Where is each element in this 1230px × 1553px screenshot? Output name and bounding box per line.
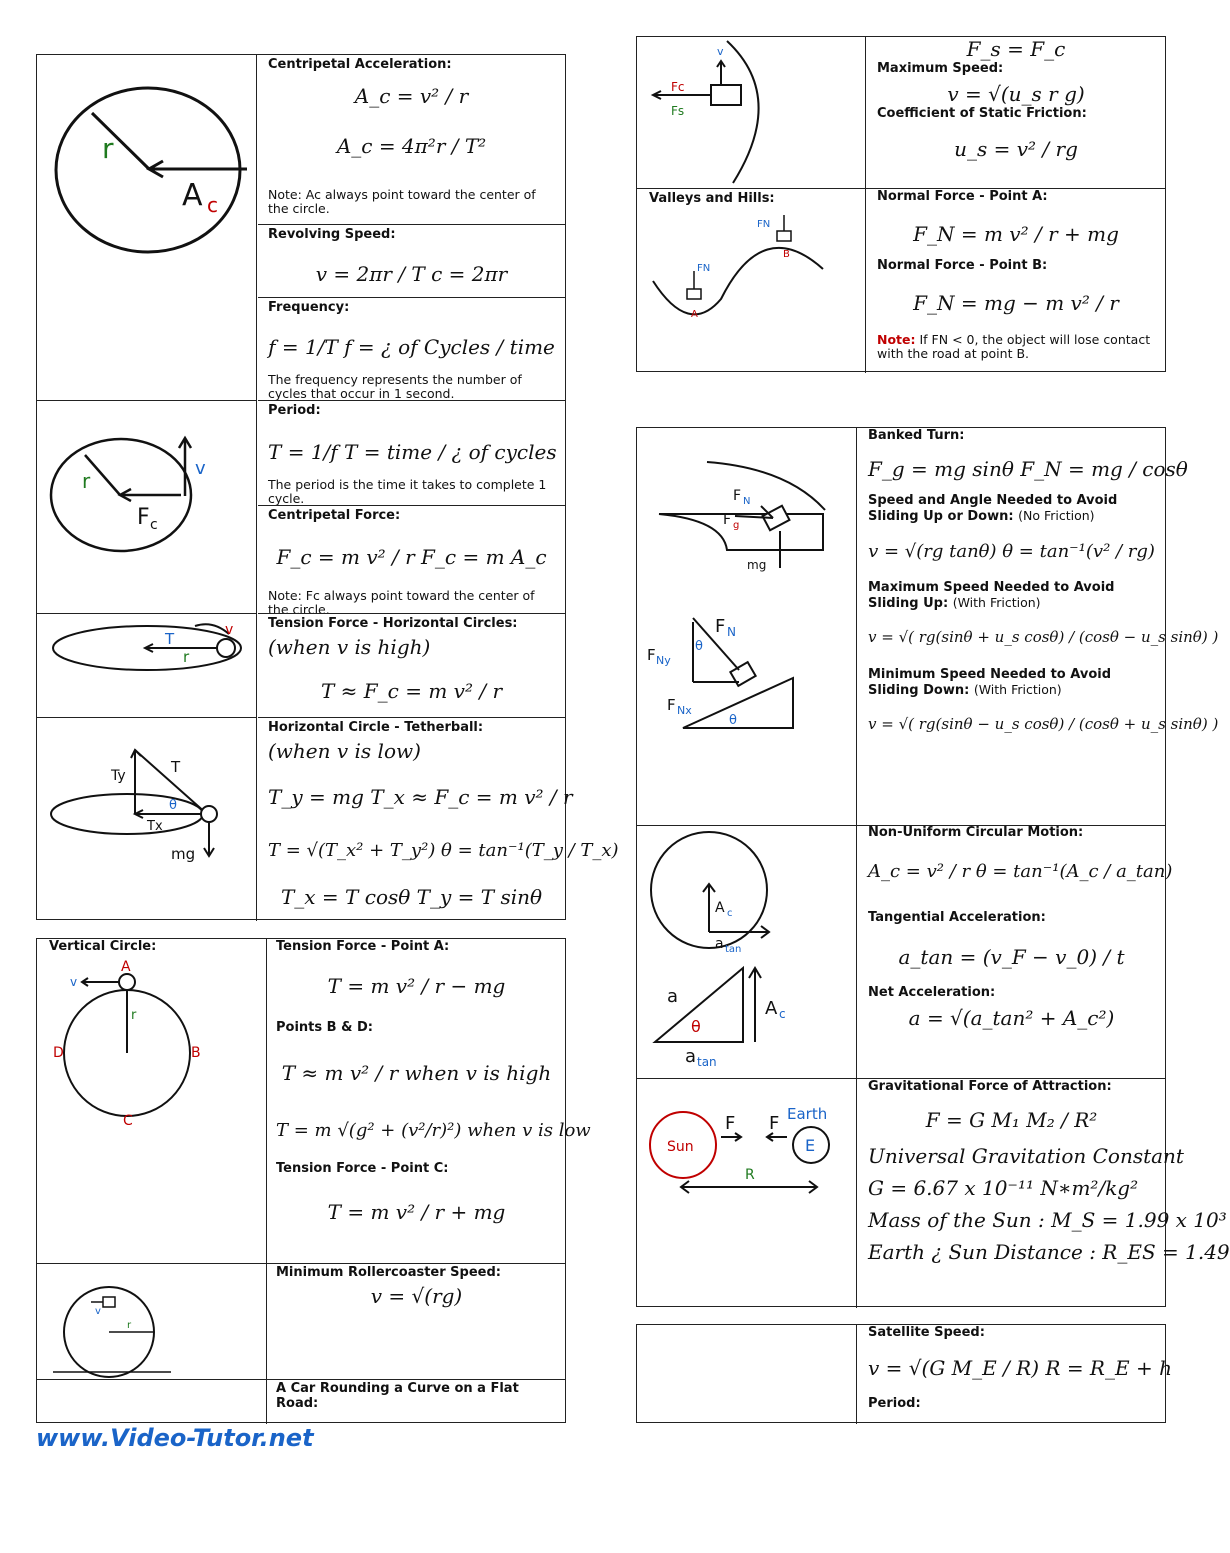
gravity-line2: G = 6.67 x 10⁻¹¹ N∗m²/kg² <box>868 1176 1139 1200</box>
tension-horizontal-title: Tension Force - Horizontal Circles: <box>268 616 518 631</box>
flat-curve-diagram <box>637 37 865 188</box>
svg-text:v: v <box>225 622 234 638</box>
svg-text:Fs: Fs <box>671 104 685 118</box>
vertical-circle-title: Vertical Circle: <box>49 939 157 954</box>
points-bd-title: Points B & D: <box>276 1020 373 1035</box>
net-title: Net Acceleration: <box>868 985 996 1000</box>
radius-label: r <box>102 132 114 165</box>
point-c-eq: T = m v² / r + mg <box>327 1200 506 1224</box>
flat-curve-eq1: F_s = F_c <box>966 37 1066 61</box>
svg-text:Ny: Ny <box>656 654 671 667</box>
min-friction-title: Minimum Speed Needed to Avoid Sliding Down: (With Friction) <box>868 667 1112 698</box>
svg-text:B: B <box>191 1045 201 1061</box>
svg-text:FN: FN <box>697 263 711 274</box>
rollercoaster-eq: v = √(rg) <box>370 1284 463 1308</box>
svg-text:F: F <box>733 488 742 504</box>
tangential-eq: a_tan = (v_F − v_0) / t <box>898 945 1125 969</box>
svg-text:A: A <box>121 959 131 975</box>
svg-text:F: F <box>137 505 150 530</box>
svg-text:F: F <box>715 616 726 637</box>
svg-text:a: a <box>667 986 679 1007</box>
svg-text:c: c <box>779 1007 786 1021</box>
tension-horizontal-cond: (when v is high) <box>268 635 431 659</box>
net-eq: a = √(a_tan² + A_c²) <box>908 1006 1115 1030</box>
svg-text:c: c <box>150 517 158 533</box>
svg-text:D: D <box>53 1045 64 1061</box>
centripetal-force-eq: F_c = m v² / r F_c = m A_c <box>276 545 547 569</box>
svg-text:F: F <box>769 1113 780 1134</box>
coef-eq: u_s = v² / rg <box>954 137 1078 161</box>
svg-text:E: E <box>805 1136 816 1155</box>
svg-text:r: r <box>131 1008 137 1023</box>
centripetal-acceleration-diagram <box>37 55 256 400</box>
non-uniform-eq: A_c = v² / r θ = tan⁻¹(A_c / a_tan) <box>868 861 1173 882</box>
min-friction-eq: v = √( rg(sinθ − u_s cosθ) / (cosθ + u_s sinθ) ) <box>868 715 1219 733</box>
max-speed-title: Maximum Speed: <box>877 61 1004 76</box>
svg-text:Ty: Ty <box>111 768 126 784</box>
svg-text:A: A <box>765 998 778 1019</box>
tetherball-eq2: T = √(T_x² + T_y²) θ = tan⁻¹(T_y / T_x) <box>268 840 619 861</box>
normal-b-eq: F_N = mg − m v² / r <box>913 291 1119 315</box>
valleys-title: Valleys and Hills: <box>649 191 775 206</box>
note-label: Note: <box>877 332 916 347</box>
points-bd-eq1: T ≈ m v² / r when v is high <box>281 1061 552 1085</box>
ac-label: A <box>182 178 203 213</box>
svg-text:FN: FN <box>757 219 771 230</box>
point-a-title: Tension Force - Point A: <box>276 939 450 954</box>
rollercoaster-title: Minimum Rollercoaster Speed: <box>276 1265 501 1280</box>
max-speed-eq: v = √(u_s r g) <box>947 82 1085 106</box>
banked-eq1: F_g = mg sinθ F_N = mg / cosθ <box>868 457 1188 481</box>
tetherball-title: Horizontal Circle - Tetherball: <box>268 720 484 735</box>
svg-text:tan: tan <box>725 944 742 955</box>
svg-text:a: a <box>685 1046 697 1067</box>
period-title: Period: <box>268 403 321 418</box>
svg-text:mg: mg <box>747 558 767 572</box>
svg-text:F: F <box>667 696 676 714</box>
svg-text:N: N <box>727 625 736 639</box>
no-friction-eq: v = √(rg tanθ) θ = tan⁻¹(v² / rg) <box>868 541 1155 562</box>
svg-text:A: A <box>715 900 725 916</box>
point-c-title: Tension Force - Point C: <box>276 1161 449 1176</box>
svg-text:Sun: Sun <box>667 1139 694 1155</box>
left-table-1 <box>36 54 619 920</box>
banked-title: Banked Turn: <box>868 428 965 443</box>
svg-text:Fc: Fc <box>671 80 685 94</box>
valleys-hills-diagram <box>637 205 865 373</box>
gravity-line1: Universal Gravitation Constant <box>868 1144 1184 1168</box>
svg-text:a: a <box>715 936 724 952</box>
coef-title: Coefficient of Static Friction: <box>877 106 1087 121</box>
right-table-1 <box>636 36 1166 372</box>
tetherball-diagram <box>37 718 256 921</box>
svg-text:c: c <box>727 908 733 919</box>
svg-text:T: T <box>171 758 181 776</box>
centripetal-force-title: Centripetal Force: <box>268 508 401 523</box>
svg-text:C: C <box>123 1113 133 1129</box>
gravity-diagram <box>637 1079 856 1308</box>
svg-text:θ: θ <box>169 798 177 813</box>
normal-b-title: Normal Force - Point B: <box>877 258 1048 273</box>
right-table-3 <box>636 1324 1172 1423</box>
point-a-eq: T = m v² / r − mg <box>327 974 506 998</box>
period-note: The period is the time it takes to complete 1 cycle. <box>268 477 547 506</box>
tetherball-eq1: T_y = mg T_x ≈ F_c = m v² / r <box>268 785 573 809</box>
centripetal-acceleration-eq2: A_c = 4π²r / T² <box>336 134 487 158</box>
frequency-eq: f = 1/T f = ¿ of Cycles / time <box>268 335 555 359</box>
svg-text:c: c <box>207 193 218 217</box>
centripetal-acceleration-title: Centripetal Acceleration: <box>268 57 452 72</box>
satellite-period-title: Period: <box>868 1396 921 1411</box>
tetherball-eq3: T_x = T cosθ T_y = T sinθ <box>280 885 543 909</box>
gravity-line3: Mass of the Sun : M_S = 1.99 x 10³ <box>868 1208 1227 1232</box>
svg-text:A: A <box>691 309 698 320</box>
svg-text:B: B <box>783 249 790 260</box>
non-uniform-title: Non-Uniform Circular Motion: <box>868 825 1084 840</box>
vertical-circle-diagram <box>37 953 266 1133</box>
gravity-eq: F = G M₁ M₂ / R² <box>925 1108 1098 1132</box>
svg-text:g: g <box>733 520 740 531</box>
non-uniform-diagram <box>637 826 856 1078</box>
revolving-speed-title: Revolving Speed: <box>268 227 396 242</box>
svg-text:θ: θ <box>729 713 737 728</box>
svg-text:θ: θ <box>695 639 703 654</box>
max-friction-title: Maximum Speed Needed to Avoid Sliding Up: (With Friction) <box>868 580 1115 611</box>
tetherball-cond: (when v is low) <box>268 739 421 763</box>
svg-text:r: r <box>127 1320 132 1331</box>
centripetal-force-note: Note: Fc always point toward the center of the circle. <box>268 588 535 617</box>
svg-text:Earth: Earth <box>787 1105 828 1123</box>
svg-text:v: v <box>195 458 206 479</box>
gravity-line4: Earth ¿ Sun Distance : R_ES = 1.49 <box>868 1240 1230 1264</box>
max-friction-eq: v = √( rg(sinθ + u_s cosθ) / (cosθ − u_s sinθ) ) <box>868 628 1219 646</box>
svg-text:R: R <box>745 1167 755 1183</box>
flat-road-title: A Car Rounding a Curve on a Flat Road: <box>276 1381 519 1411</box>
rollercoaster-diagram <box>37 1264 266 1379</box>
svg-text:Nx: Nx <box>677 704 692 717</box>
svg-text:r: r <box>183 648 190 666</box>
valleys-note: If FN < 0, the object will lose contact with the road at point B. <box>877 332 1151 361</box>
frequency-note: The frequency represents the number of cycles that occur in 1 second. <box>268 372 522 401</box>
svg-text:θ: θ <box>691 1017 701 1036</box>
normal-a-title: Normal Force - Point A: <box>877 189 1048 204</box>
centripetal-acceleration-note: Note: Ac always point toward the center of the circle. <box>268 187 536 216</box>
svg-text:T: T <box>165 630 175 648</box>
svg-text:N: N <box>743 496 751 507</box>
tension-horizontal-eq: T ≈ F_c = m v² / r <box>320 679 502 703</box>
satellite-eq: v = √(G M_E / R) R = R_E + h <box>868 1356 1172 1380</box>
normal-a-eq: F_N = m v² / r + mg <box>913 222 1119 246</box>
svg-text:mg: mg <box>171 845 196 863</box>
satellite-title: Satellite Speed: <box>868 1325 985 1340</box>
points-bd-eq2: T = m √(g² + (v²/r)²) when v is low <box>276 1120 591 1141</box>
tension-horizontal-diagram <box>37 614 256 717</box>
banked-turn-diagram <box>637 428 856 825</box>
frequency-title: Frequency: <box>268 300 350 315</box>
tangential-title: Tangential Acceleration: <box>868 910 1046 925</box>
svg-text:r: r <box>82 469 91 493</box>
gravity-title: Gravitational Force of Attraction: <box>868 1079 1112 1094</box>
period-eq: T = 1/f T = time / ¿ of cycles <box>268 440 557 464</box>
svg-text:F: F <box>647 646 656 664</box>
no-friction-title: Speed and Angle Needed to Avoid Sliding Up or Down: (No Friction) <box>868 493 1118 524</box>
revolving-speed-eq: v = 2πr / T c = 2πr <box>315 262 508 286</box>
centripetal-acceleration-eq1: A_c = v² / r <box>354 84 469 108</box>
right-table-2 <box>636 427 1230 1307</box>
svg-text:F: F <box>725 1113 736 1134</box>
svg-text:v: v <box>70 975 78 989</box>
svg-text:F: F <box>723 512 732 528</box>
svg-text:tan: tan <box>697 1055 717 1069</box>
site-brand[interactable]: www.Video-Tutor.net <box>36 1424 314 1452</box>
svg-text:v: v <box>95 1306 101 1317</box>
centripetal-force-diagram <box>37 400 256 613</box>
svg-text:Tx: Tx <box>147 819 163 834</box>
svg-text:v: v <box>717 45 724 58</box>
left-table-2 <box>36 938 591 1423</box>
